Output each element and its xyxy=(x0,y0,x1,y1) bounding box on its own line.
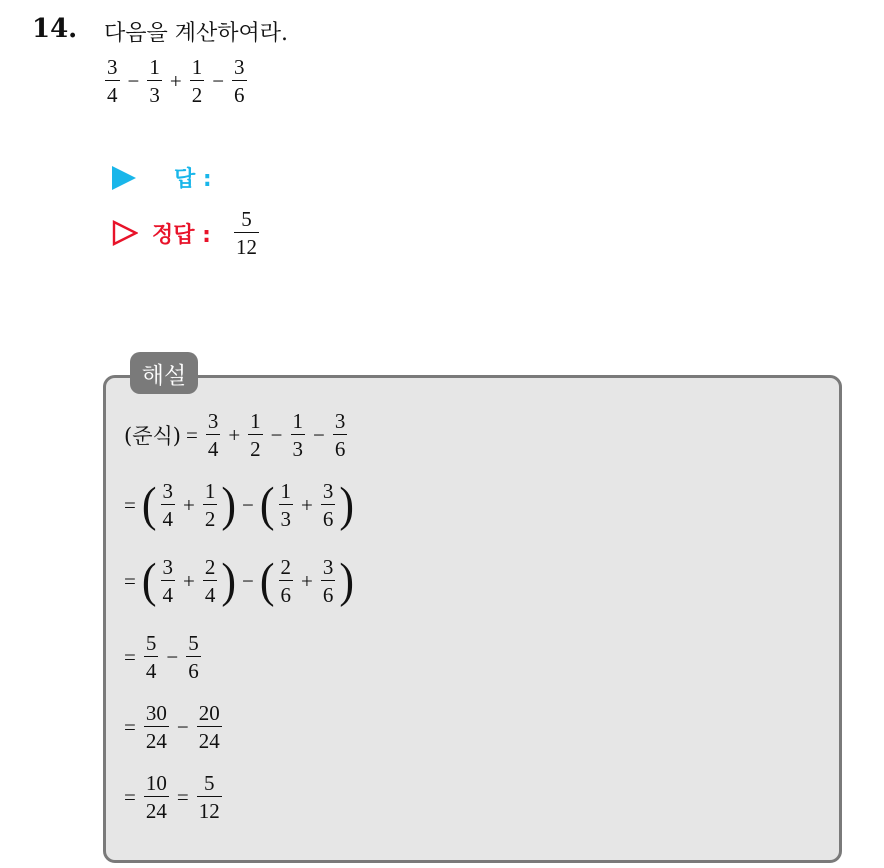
fraction xyxy=(161,480,176,530)
left-paren: ( xyxy=(259,477,275,532)
fraction xyxy=(197,772,222,822)
numerator: 5 xyxy=(203,771,215,795)
fraction xyxy=(203,480,218,530)
denominator: 2 xyxy=(191,83,203,108)
equals-sign: = xyxy=(124,568,136,593)
fraction xyxy=(203,556,218,606)
problem-number: 14. xyxy=(32,14,78,44)
numerator: 3 xyxy=(322,479,334,503)
numerator: 5 xyxy=(145,631,157,655)
denominator: 24 xyxy=(145,799,167,824)
equals-sign: = xyxy=(124,492,136,517)
operator: + xyxy=(169,68,182,93)
left-paren: ( xyxy=(141,553,157,608)
answer-label: 답 : xyxy=(174,167,212,192)
operator: + xyxy=(183,568,195,593)
fraction xyxy=(234,208,259,258)
numerator: 1 xyxy=(280,479,291,503)
numerator: 3 xyxy=(107,55,118,79)
operator: + xyxy=(301,568,313,593)
solution-line-1 xyxy=(124,410,350,460)
solution-line-3 xyxy=(124,553,355,608)
operator: − xyxy=(270,422,283,447)
denominator: 4 xyxy=(107,83,118,108)
play-triangle-icon xyxy=(112,166,136,190)
denominator: 24 xyxy=(145,729,167,754)
denominator: 12 xyxy=(235,235,257,260)
denominator: 3 xyxy=(292,437,303,462)
denominator: 2 xyxy=(250,437,261,462)
denominator: 4 xyxy=(207,437,219,462)
numerator: 3 xyxy=(162,479,173,503)
fraction xyxy=(279,556,294,606)
solution-tab: 해설 xyxy=(130,352,198,394)
denominator: 4 xyxy=(162,583,173,608)
fraction xyxy=(144,772,169,822)
solution-line-5 xyxy=(124,702,225,752)
denominator: 6 xyxy=(188,659,199,684)
operator: + xyxy=(228,422,241,447)
numerator: 3 xyxy=(234,55,245,79)
fraction xyxy=(321,556,336,606)
fraction xyxy=(291,410,306,460)
denominator: 4 xyxy=(145,659,157,684)
solution-line-6 xyxy=(124,772,225,822)
operator: + xyxy=(301,492,313,517)
right-paren: ) xyxy=(339,477,354,532)
numerator: 30 xyxy=(145,701,167,725)
equals-sign: = xyxy=(124,784,136,809)
fraction xyxy=(206,410,221,460)
equals-sign: = xyxy=(124,714,136,739)
equals-sign: = xyxy=(185,422,198,447)
denominator: 24 xyxy=(198,729,220,754)
numerator: 3 xyxy=(207,409,219,433)
fraction xyxy=(248,410,263,460)
fraction xyxy=(232,56,247,106)
fraction xyxy=(186,632,201,682)
fraction xyxy=(333,410,348,460)
right-paren: ) xyxy=(339,553,354,608)
numerator: 2 xyxy=(280,555,291,579)
solution-line-2 xyxy=(124,477,355,532)
denominator: 3 xyxy=(280,507,291,532)
operator: − xyxy=(166,644,179,669)
numerator: 1 xyxy=(204,479,216,503)
numerator: 20 xyxy=(198,701,220,725)
denominator: 12 xyxy=(198,799,220,824)
denominator: 6 xyxy=(234,83,245,108)
numerator: 5 xyxy=(188,631,199,655)
outline-triangle-icon xyxy=(112,220,138,246)
equals-sign: = xyxy=(176,784,189,809)
correct-answer-row xyxy=(112,208,262,258)
problem-expression xyxy=(102,56,250,106)
fraction xyxy=(190,56,205,106)
solution-line-4 xyxy=(124,632,204,682)
numerator: 3 xyxy=(162,555,173,579)
denominator: 4 xyxy=(204,583,216,608)
equals-sign: = xyxy=(124,644,136,669)
numerator: 1 xyxy=(149,55,160,79)
numerator: 2 xyxy=(204,555,216,579)
operator: + xyxy=(183,492,195,517)
denominator: 3 xyxy=(149,83,160,108)
numerator: 3 xyxy=(334,409,346,433)
denominator: 2 xyxy=(204,507,216,532)
fraction xyxy=(147,56,162,106)
operator: − xyxy=(212,68,225,93)
correct-answer-value xyxy=(231,208,262,258)
left-paren: ( xyxy=(141,477,157,532)
operator: − xyxy=(127,68,140,93)
fraction xyxy=(144,632,159,682)
operator: − xyxy=(242,568,254,593)
numerator: 3 xyxy=(322,555,334,579)
fraction xyxy=(197,702,222,752)
lhs-label: (준식) xyxy=(124,424,181,449)
denominator: 4 xyxy=(162,507,173,532)
numerator: 5 xyxy=(241,207,252,231)
operator: − xyxy=(313,422,325,447)
operator: − xyxy=(242,492,254,517)
numerator: 1 xyxy=(191,55,203,79)
numerator: 10 xyxy=(145,771,167,795)
fraction xyxy=(161,556,176,606)
denominator: 6 xyxy=(322,583,334,608)
numerator: 1 xyxy=(250,409,261,433)
right-paren: ) xyxy=(221,553,236,608)
operator: − xyxy=(176,714,189,739)
denominator: 6 xyxy=(322,507,334,532)
fraction xyxy=(321,480,336,530)
fraction xyxy=(105,56,120,106)
fraction xyxy=(144,702,169,752)
right-paren: ) xyxy=(221,477,236,532)
problem-instruction: 다음을 계산하여라. xyxy=(104,21,289,46)
fraction xyxy=(279,480,294,530)
answer-row xyxy=(112,162,212,193)
left-paren: ( xyxy=(259,553,275,608)
numerator: 1 xyxy=(292,409,303,433)
correct-answer-label: 정답 : xyxy=(152,222,211,248)
denominator: 6 xyxy=(280,583,291,608)
denominator: 6 xyxy=(334,437,346,462)
